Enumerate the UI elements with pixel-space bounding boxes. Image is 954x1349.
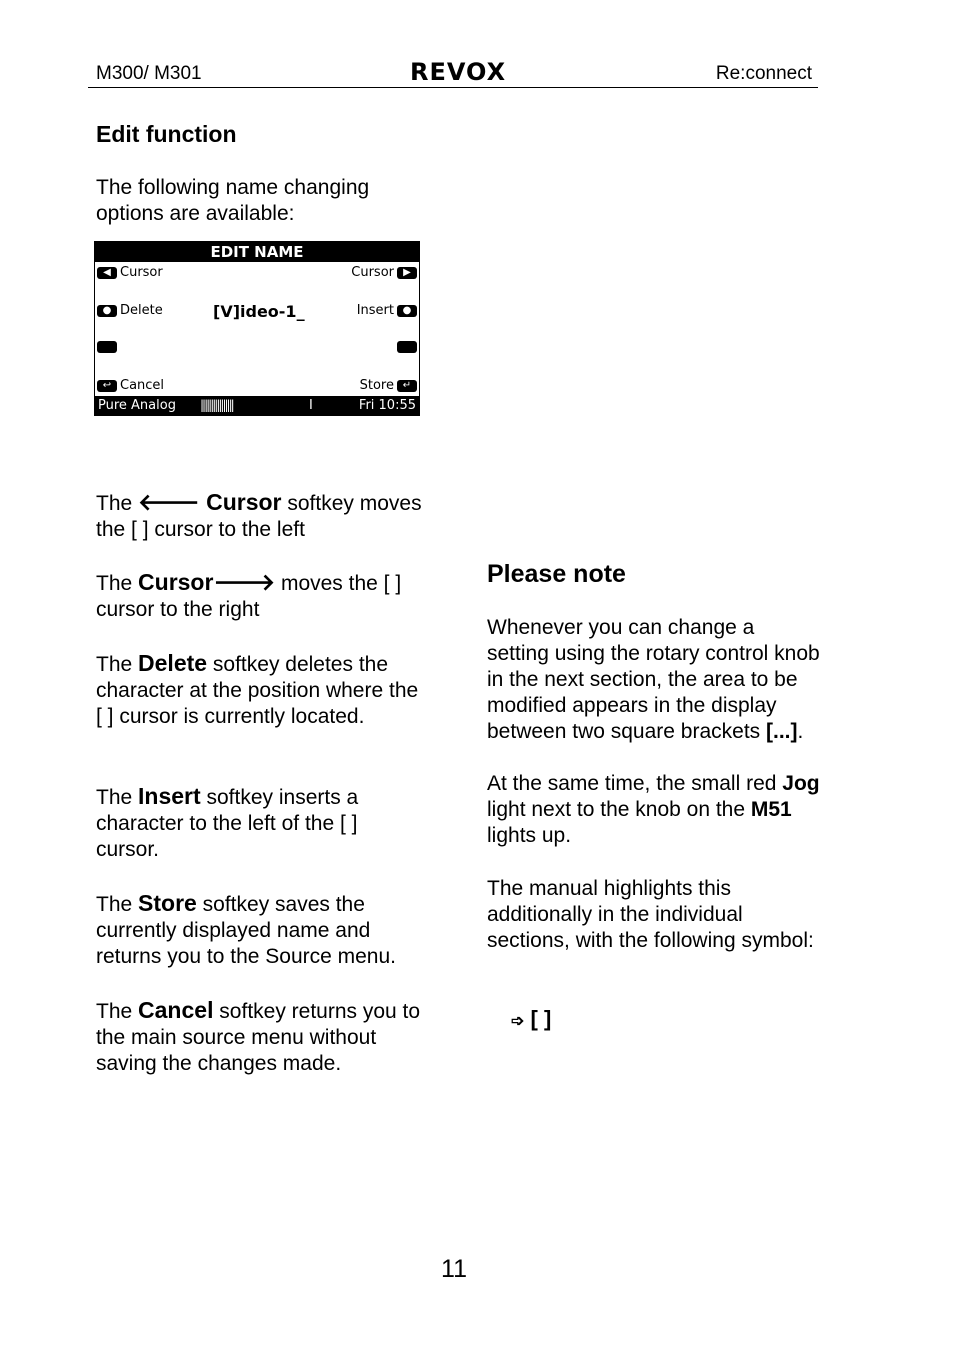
lcd-label: Cursor bbox=[120, 265, 163, 280]
lcd-insert bbox=[357, 304, 417, 318]
desc-insert bbox=[96, 783, 426, 863]
lcd-level-meter: |||||||||||||||| bbox=[200, 398, 233, 412]
note-title: Please note bbox=[487, 560, 626, 588]
note-paragraph-2 bbox=[487, 771, 822, 849]
lcd-store bbox=[360, 379, 417, 393]
lcd-label: Insert bbox=[356, 303, 394, 318]
lcd-label: Delete bbox=[120, 303, 163, 318]
desc-text: softkey returns you to the main source menu without saving the changes made. bbox=[96, 1000, 421, 1075]
desc-text: moves the [ ] cursor to the right bbox=[96, 572, 402, 621]
desc-text: softkey moves the [ ] cursor to the left bbox=[96, 492, 422, 541]
revox-logo: REVOX bbox=[410, 58, 507, 86]
lcd-blank-left bbox=[97, 341, 117, 353]
desc-key: Cursor bbox=[206, 489, 282, 515]
store-key-icon: ↵ bbox=[397, 380, 417, 392]
lcd-title: EDIT NAME bbox=[95, 242, 419, 262]
lcd-label: Cancel bbox=[120, 378, 165, 393]
note-text: At the same time, the small red bbox=[487, 772, 783, 795]
blank-key-icon bbox=[97, 341, 117, 353]
header-rule bbox=[88, 87, 818, 88]
desc-text: The bbox=[96, 492, 139, 515]
desc-key: Cursor bbox=[138, 569, 214, 595]
lcd-status-bar bbox=[95, 396, 419, 415]
note-text: Whenever you can change a setting using the rotary control knob in the next section, the area to be modified appears in the display between two square brackets bbox=[487, 616, 820, 743]
note-text: lights up. bbox=[487, 824, 572, 847]
lcd-name-value: [V]ideo-1_ bbox=[213, 302, 305, 321]
desc-cursor-right bbox=[96, 569, 426, 623]
lcd-level-marker: I bbox=[309, 398, 313, 413]
note-text: light next to the knob on the bbox=[487, 798, 751, 821]
desc-key: Delete bbox=[138, 650, 208, 676]
arrow-right-icon: ▶ bbox=[397, 267, 417, 279]
arrow-right-outline-icon: ➩ bbox=[511, 1013, 525, 1030]
insert-key-icon: ● bbox=[397, 305, 417, 317]
note-m51: M51 bbox=[750, 798, 792, 821]
note-paragraph-3: The manual highlights this additionally in the individual sections, with the following symbol: bbox=[487, 877, 814, 952]
header-product: Re:connect bbox=[715, 63, 812, 84]
desc-key: Cancel bbox=[138, 997, 214, 1023]
edit-function-title: Edit function bbox=[96, 121, 237, 147]
blank-key-icon bbox=[397, 341, 417, 353]
desc-delete bbox=[96, 650, 426, 730]
desc-text: softkey deletes the character at the position where the [ ] cursor is currently located. bbox=[96, 653, 419, 728]
arrow-left-icon: 🡐 bbox=[138, 489, 207, 515]
desc-cursor-left bbox=[96, 489, 426, 543]
note-text: . bbox=[797, 720, 804, 743]
lcd-source-name: Pure Analog bbox=[98, 398, 176, 413]
desc-store bbox=[96, 890, 426, 970]
page-number: 11 bbox=[441, 1255, 467, 1283]
desc-text: The bbox=[96, 653, 139, 676]
note-brackets: [...] bbox=[766, 720, 798, 743]
note-symbol bbox=[511, 1006, 551, 1032]
note-symbol-brackets: [ ] bbox=[530, 1006, 552, 1031]
desc-cancel bbox=[96, 997, 426, 1077]
cancel-key-icon: ↩ bbox=[97, 380, 117, 392]
desc-text: The bbox=[96, 786, 139, 809]
desc-text: softkey inserts a character to the left of the [ ] cursor. bbox=[96, 786, 359, 861]
desc-text: softkey saves the currently displayed name and returns you to the Source menu. bbox=[96, 893, 396, 968]
arrow-left-icon: ◀ bbox=[97, 267, 117, 279]
arrow-right-icon: 🡒 bbox=[213, 569, 276, 595]
lcd-label: Store bbox=[359, 378, 394, 393]
lcd-label: Cursor bbox=[351, 265, 394, 280]
desc-key: Insert bbox=[138, 783, 201, 809]
lcd-cursor-right bbox=[351, 266, 417, 280]
edit-function-intro: The following name changing options are available: bbox=[96, 176, 370, 225]
delete-key-icon: ● bbox=[97, 305, 117, 317]
header-model: M300/ M301 bbox=[96, 63, 202, 84]
lcd-delete bbox=[97, 304, 163, 318]
lcd-blank-right bbox=[397, 341, 417, 353]
lcd-cursor-left bbox=[97, 266, 163, 280]
desc-text: The bbox=[96, 893, 139, 916]
note-paragraph-1 bbox=[487, 615, 822, 745]
note-jog: Jog bbox=[782, 772, 820, 795]
desc-key: Store bbox=[138, 890, 197, 916]
desc-text: The bbox=[96, 572, 139, 595]
lcd-cancel bbox=[97, 379, 164, 393]
lcd-display bbox=[94, 241, 420, 416]
lcd-clock: Fri 10:55 bbox=[358, 398, 416, 413]
desc-text: The bbox=[96, 1000, 139, 1023]
